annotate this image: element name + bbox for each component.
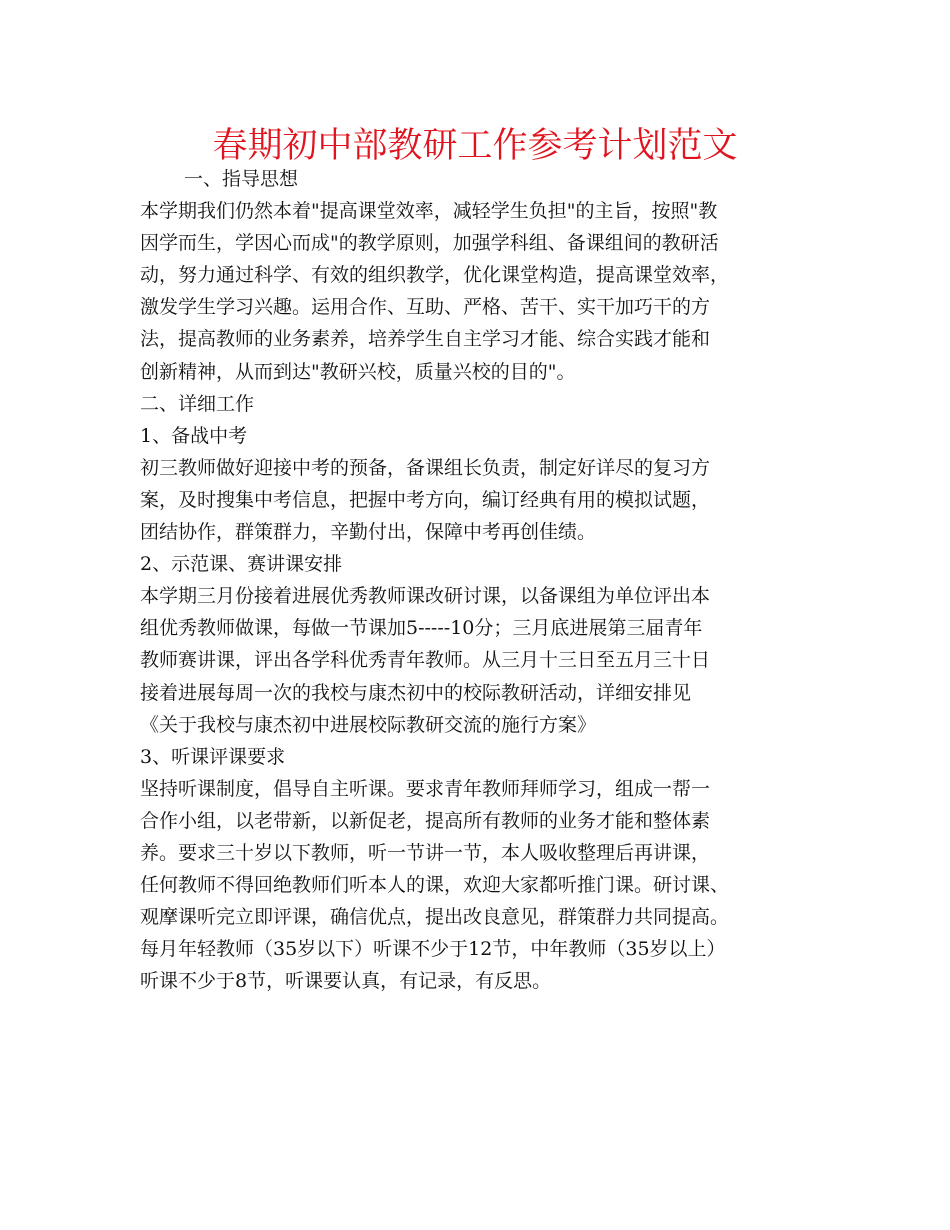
subsection-heading-demo-lessons: 2、示范课、赛讲课安排 (140, 553, 343, 576)
paragraph-line: 接着进展每周一次的我校与康杰初中的校际教研活动，详细安排见 (140, 681, 692, 704)
paragraph-line: 因学而生，学因心而成"的教学原则，加强学科组、备课组间的教研活 (140, 232, 719, 255)
paragraph-line: 观摩课听完立即评课，确信优点，提出改良意见，群策群力共同提高。 (140, 906, 730, 929)
document-title: 春期初中部教研工作参考计划范文 (212, 126, 738, 166)
paragraph-line: 本学期我们仍然本着"提高课堂效率，减轻学生负担"的主旨，按照"教 (140, 200, 718, 223)
paragraph-line: 法，提高教师的业务素养，培养学生自主学习才能、综合实践才能和 (140, 328, 711, 351)
paragraph-line: 坚持听课制度，倡导自主听课。要求青年教师拜师学习，组成一帮一 (140, 777, 711, 800)
paragraph-line: 组优秀教师做课，每做一节课加5-----10分；三月底进展第三届青年 (140, 617, 703, 640)
paragraph-line: 养。要求三十岁以下教师，听一节讲一节，本人吸收整理后再讲课， (140, 841, 711, 864)
paragraph-line: 团结协作，群策群力，辛勤付出，保障中考再创佳绩。 (140, 521, 597, 544)
section-heading-guiding-thought: 一、指导思想 (184, 168, 299, 190)
paragraph-line: 《关于我校与康杰初中进展校际教研交流的施行方案》 (140, 713, 597, 736)
paragraph-line: 教师赛讲课，评出各学科优秀青年教师。从三月十三日至五月三十日 (140, 649, 711, 672)
paragraph-line: 听课不少于8节，听课要认真，有记录，有反思。 (140, 970, 552, 993)
paragraph-line: 本学期三月份接着进展优秀教师课改研讨课，以备课组为单位评出本 (140, 585, 711, 608)
paragraph-line: 动，努力通过科学、有效的组织教学，优化课堂构造，提高课堂效率， (140, 264, 730, 287)
paragraph-line: 合作小组，以老带新，以新促老，提高所有教师的业务才能和整体素 (140, 809, 711, 832)
paragraph-line: 每月年轻教师（35岁以下）听课不少于12节，中年教师（35岁以上） (140, 938, 726, 961)
paragraph-line: 创新精神，从而到达"教研兴校，质量兴校的目的"。 (140, 360, 576, 383)
section-heading-detailed-work: 二、详细工作 (140, 392, 255, 415)
subsection-heading-exam-prep: 1、备战中考 (140, 424, 248, 447)
paragraph-line: 激发学生学习兴趣。运用合作、互助、严格、苦干、实干加巧干的方 (140, 296, 711, 319)
paragraph-line: 案，及时搜集中考信息，把握中考方向，编订经典有用的模拟试题， (140, 488, 711, 511)
paragraph-line: 任何教师不得回绝教师们听本人的课，欢迎大家都听推门课。研讨课、 (140, 874, 730, 897)
document-body (140, 163, 830, 997)
paragraph-line: 初三教师做好迎接中考的预备，备课组长负责，制定好详尽的复习方 (140, 456, 711, 479)
subsection-heading-lesson-observation: 3、听课评课要求 (140, 745, 286, 768)
